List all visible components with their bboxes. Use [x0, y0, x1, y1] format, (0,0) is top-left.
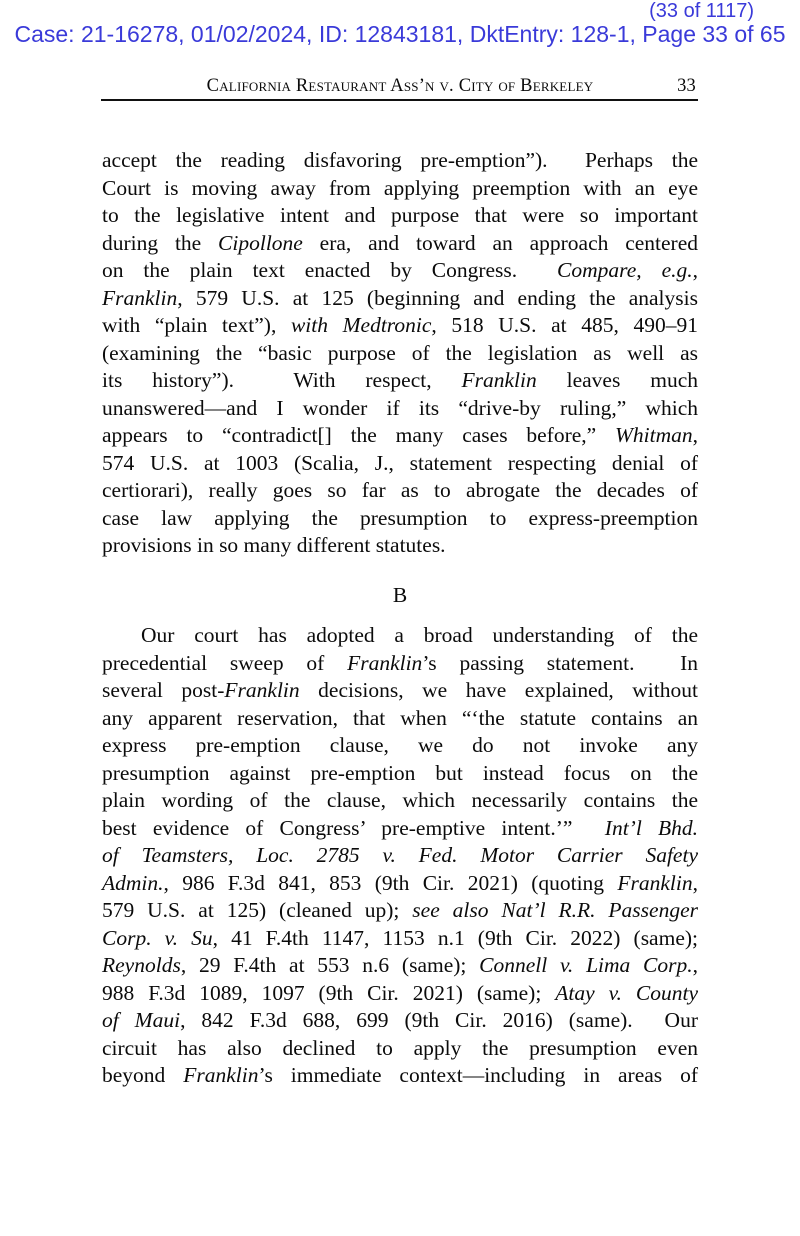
text-line: its history”). With respect, Franklin leaves much: [102, 368, 698, 392]
text-line: best evidence of Congress’ pre-emptive intent.’” Int’l Bhd.: [102, 815, 698, 840]
text-line: certiorari), really goes so far as to abrogate the decades of: [102, 478, 698, 502]
section-heading-b: B: [392, 582, 408, 607]
text-line: presumption against pre-emption but instead focus on the: [102, 760, 698, 785]
opinion-paragraph-1: [102, 147, 698, 560]
text-line: precedential sweep of Franklin’s passing statement. In: [102, 650, 698, 675]
text-line: Court is moving away from applying preemption with an eye: [102, 175, 698, 200]
stamp-page-count: (33 of 1117): [649, 0, 754, 22]
text-line: Our court has adopted a broad understanding of the: [141, 623, 698, 647]
opinion-paragraph-2: [102, 622, 698, 1090]
text-line: unanswered—and I wonder if its “drive-by ruling,” which: [102, 395, 698, 420]
page-number: 33: [677, 76, 696, 96]
opinion-body: [102, 147, 698, 1090]
header-rule: [101, 99, 698, 101]
text-line: accept the reading disfavoring pre-emption”). Perhaps the: [102, 148, 698, 172]
text-line: (examining the “basic purpose of the legislation as well as: [102, 340, 698, 365]
text-line: of Teamsters, Loc. 2785 v. Fed. Motor Carrier Safety: [102, 843, 698, 867]
text-line: during the Cipollone era, and toward an approach centered: [102, 230, 699, 255]
text-line: with “plain text”), with Medtronic, 518 U.S. at 485, 490–91: [102, 313, 698, 337]
text-line: 988 F.3d 1089, 1097 (9th Cir. 2021) (same); Atay v. County: [102, 980, 698, 1005]
text-line: Franklin, 579 U.S. at 125 (beginning and ending the analysis: [102, 285, 698, 310]
text-line: 579 U.S. at 125) (cleaned up); see also Nat’l R.R. Passenger: [102, 898, 698, 922]
text-line: Reynolds, 29 F.4th at 553 n.6 (same); Connell v. Lima Corp.,: [102, 953, 698, 977]
text-line: several post-Franklin decisions, we have explained, without: [102, 678, 698, 702]
text-line: provisions in so many different statutes.: [102, 533, 446, 557]
text-line: plain wording of the clause, which necessarily contains the: [102, 788, 698, 812]
text-line: express pre-emption clause, we do not invoke any: [102, 733, 698, 757]
case-title: California Restaurant Ass’n v. City of Berkeley: [206, 76, 594, 96]
text-line: of Maui, 842 F.3d 688, 699 (9th Cir. 2016) (same). Our: [102, 1008, 698, 1032]
text-line: appears to “contradict[] the many cases before,” Whitman,: [102, 423, 698, 447]
stamp-docket-line: Case: 21-16278, 01/02/2024, ID: 12843181, DktEntry: 128-1, Page 33 of 65: [14, 21, 786, 47]
text-line: any apparent reservation, that when “‘the statute contains an: [102, 705, 698, 730]
text-line: beyond Franklin’s immediate context—including in areas of: [102, 1063, 699, 1087]
text-line: case law applying the presumption to express-preemption: [102, 505, 698, 530]
text-line: on the plain text enacted by Congress. Compare, e.g.,: [102, 258, 698, 282]
text-line: circuit has also declined to apply the presumption even: [102, 1035, 698, 1060]
text-line: 574 U.S. at 1003 (Scalia, J., statement respecting denial of: [102, 450, 698, 475]
running-header: [102, 75, 698, 98]
text-line: Admin., 986 F.3d 841, 853 (9th Cir. 2021) (quoting Franklin,: [102, 870, 698, 895]
text-line: Corp. v. Su, 41 F.4th 1147, 1153 n.1 (9th Cir. 2022) (same);: [102, 925, 699, 950]
text-line: to the legislative intent and purpose that were so important: [102, 203, 698, 227]
